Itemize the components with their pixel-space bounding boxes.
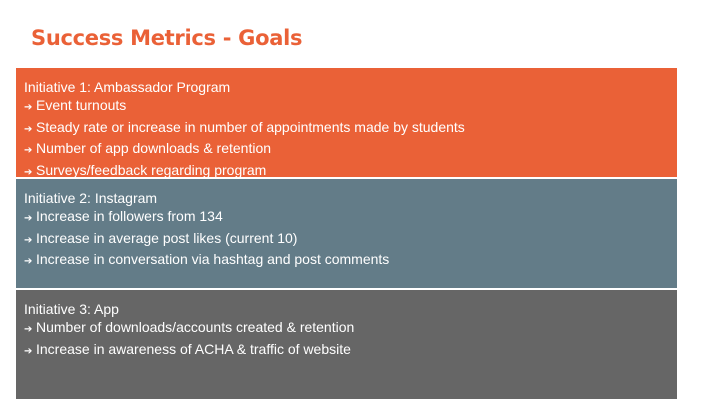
metric-text: Surveys/feedback regarding program xyxy=(36,161,267,178)
initiative-panel-instagram xyxy=(16,179,677,288)
metric-text: Increase in followers from 134 xyxy=(36,208,223,225)
arrow-right-icon: ➔ xyxy=(24,234,33,246)
metric-text: Number of app downloads & retention xyxy=(36,140,272,157)
metrics-list xyxy=(24,96,669,182)
slide-title: Success Metrics - Goals xyxy=(31,26,303,50)
metric-item xyxy=(24,229,669,250)
metric-item xyxy=(24,207,669,228)
initiative-panel-app xyxy=(16,290,677,399)
metrics-list xyxy=(24,318,669,361)
metrics-list xyxy=(24,207,669,271)
metric-text: Increase in average post likes (current 10) xyxy=(36,229,298,246)
arrow-right-icon: ➔ xyxy=(24,324,33,336)
arrow-right-icon: ➔ xyxy=(24,256,33,268)
metric-text: Increase in conversation via hashtag and post comments xyxy=(36,251,390,268)
initiative-heading: Initiative 2: Instagram xyxy=(24,190,158,206)
metric-item xyxy=(24,340,669,361)
arrow-right-icon: ➔ xyxy=(24,102,33,114)
arrow-right-icon: ➔ xyxy=(24,166,33,178)
metric-text: Number of downloads/accounts created & retention xyxy=(36,319,355,336)
arrow-right-icon: ➔ xyxy=(24,145,33,157)
metric-item xyxy=(24,318,669,339)
metric-item xyxy=(24,96,669,117)
arrow-right-icon: ➔ xyxy=(24,123,33,135)
metric-item xyxy=(24,250,669,271)
initiative-heading: Initiative 3: App xyxy=(24,301,119,317)
metric-text: Increase in awareness of ACHA & traffic of website xyxy=(36,340,351,357)
metric-item xyxy=(24,139,669,160)
arrow-right-icon: ➔ xyxy=(24,213,33,225)
metric-item xyxy=(24,118,669,139)
initiative-heading: Initiative 1: Ambassador Program xyxy=(24,79,231,95)
initiative-panel-ambassador xyxy=(16,68,677,177)
metric-text: Steady rate or increase in number of appointments made by students xyxy=(36,118,465,135)
arrow-right-icon: ➔ xyxy=(24,345,33,357)
metric-text: Event turnouts xyxy=(36,97,127,114)
